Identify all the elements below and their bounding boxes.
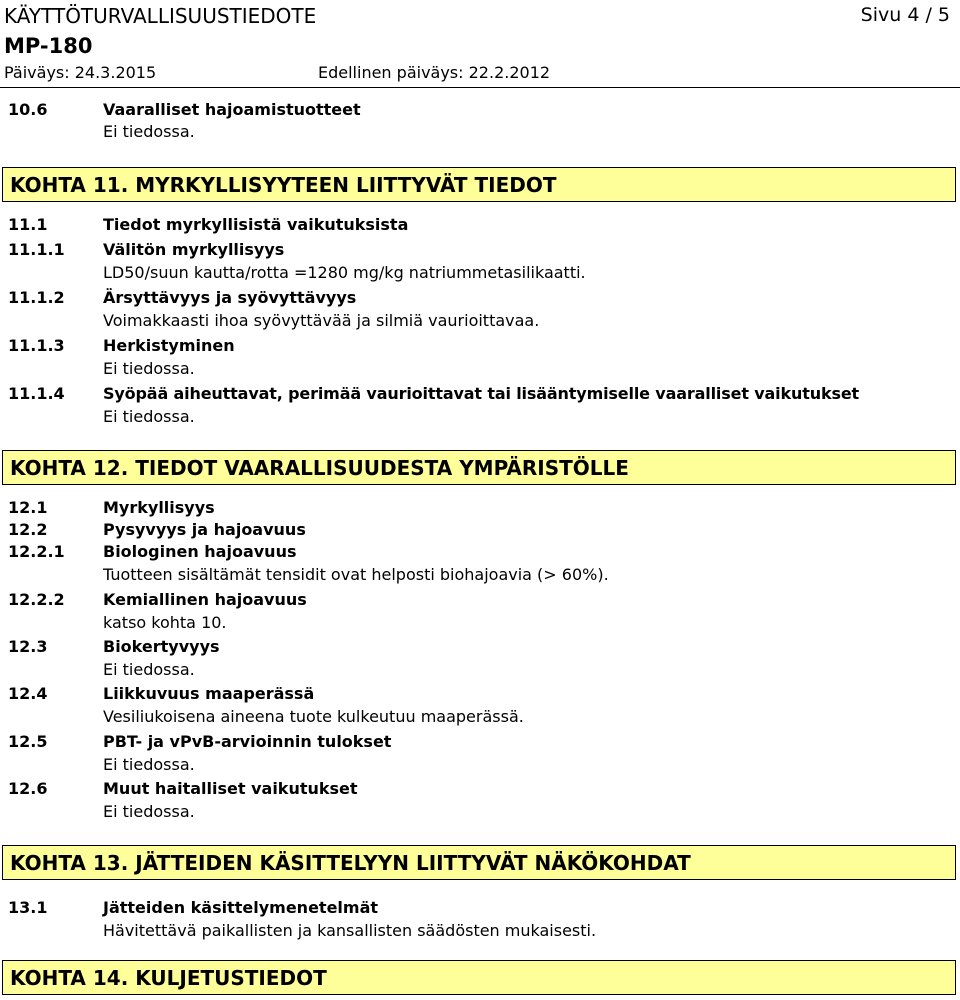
section-text: Ei tiedossa. xyxy=(103,122,195,141)
section-number: 12.1 xyxy=(8,498,48,517)
section-title: PBT- ja vPvB-arvioinnin tulokset xyxy=(103,732,392,751)
section-title: Ärsyttävyys ja syövyttävyys xyxy=(103,288,357,307)
section-title: Pysyvyys ja hajoavuus xyxy=(103,520,306,539)
section-number: 10.6 xyxy=(8,100,48,119)
section-text: Voimakkaasti ihoa syövyttävää ja silmiä vaurioittavaa. xyxy=(103,311,540,330)
section-heading-13: KOHTA 13. JÄTTEIDEN KÄSITTELYYN LIITTYVÄT NÄKÖKOHDAT xyxy=(2,845,956,880)
document-title: KÄYTTÖTURVALLISUUSTIEDOTE xyxy=(4,4,317,28)
section-title: Vaaralliset hajoamistuotteet xyxy=(103,100,361,119)
section-number: 12.2.2 xyxy=(8,590,65,609)
section-number: 11.1 xyxy=(8,215,48,234)
section-text: Ei tiedossa. xyxy=(103,407,195,426)
header-divider xyxy=(0,87,960,88)
section-number: 12.3 xyxy=(8,637,48,656)
section-text: Ei tiedossa. xyxy=(103,359,195,378)
section-title: Liikkuvuus maaperässä xyxy=(103,684,315,703)
section-text: Ei tiedossa. xyxy=(103,802,195,821)
section-number: 12.2.1 xyxy=(8,542,65,561)
section-title: Jätteiden käsittelymenetelmät xyxy=(103,898,379,917)
previous-issue-date: Edellinen päiväys: 22.2.2012 xyxy=(318,63,551,82)
section-number: 12.5 xyxy=(8,732,48,751)
section-heading-12: KOHTA 12. TIEDOT VAARALLISUUDESTA YMPÄRISTÖLLE xyxy=(2,450,956,485)
section-number: 11.1.4 xyxy=(8,384,65,403)
section-title: Muut haitalliset vaikutukset xyxy=(103,779,358,798)
issue-date: Päiväys: 24.3.2015 xyxy=(4,63,157,82)
section-text: Vesiliukoisena aineena tuote kulkeutuu maaperässä. xyxy=(103,707,524,726)
section-text: Ei tiedossa. xyxy=(103,755,195,774)
page-number: Sivu 4 / 5 xyxy=(860,4,950,26)
section-text: katso kohta 10. xyxy=(103,613,227,632)
section-title: Kemiallinen hajoavuus xyxy=(103,590,307,609)
product-code: MP-180 xyxy=(4,34,93,58)
section-number: 11.1.3 xyxy=(8,336,65,355)
section-number: 12.4 xyxy=(8,684,48,703)
section-number: 11.1.1 xyxy=(8,240,65,259)
section-text: Tuotteen sisältämät tensidit ovat helposti biohajoavia (> 60%). xyxy=(103,565,609,584)
section-title: Syöpää aiheuttavat, perimää vaurioittavat tai lisääntymiselle vaaralliset vaikutukset xyxy=(103,384,860,403)
section-text: Hävitettävä paikallisten ja kansallisten säädösten mukaisesti. xyxy=(103,921,597,940)
section-number: 12.2 xyxy=(8,520,48,539)
section-heading-14: KOHTA 14. KULJETUSTIEDOT xyxy=(2,960,956,995)
section-title: Biokertyvyys xyxy=(103,637,220,656)
section-title: Tiedot myrkyllisistä vaikutuksista xyxy=(103,215,409,234)
section-text: Ei tiedossa. xyxy=(103,660,195,679)
section-heading-11: KOHTA 11. MYRKYLLISYYTEEN LIITTYVÄT TIEDOT xyxy=(2,167,956,202)
section-number: 11.1.2 xyxy=(8,288,65,307)
section-title: Biologinen hajoavuus xyxy=(103,542,297,561)
section-number: 12.6 xyxy=(8,779,48,798)
section-number: 13.1 xyxy=(8,898,48,917)
section-text: LD50/suun kautta/rotta =1280 mg/kg natriummetasilikaatti. xyxy=(103,263,586,282)
section-title: Myrkyllisyys xyxy=(103,498,215,517)
section-title: Herkistyminen xyxy=(103,336,235,355)
section-title: Välitön myrkyllisyys xyxy=(103,240,285,259)
